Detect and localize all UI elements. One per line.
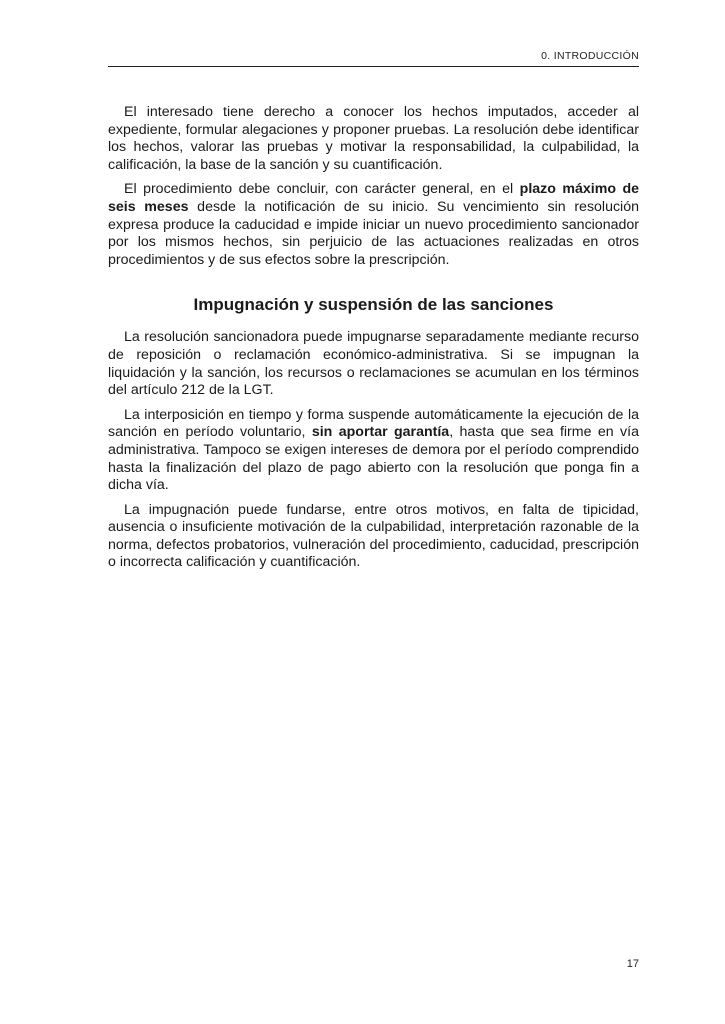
text-run: desde la notificación de su inicio. Su vencimiento sin resolución expresa produce la caducidad e impide iniciar un nuevo procedimiento sancionador por los mismos hechos, sin perjuicio de las actuaciones realizadas en otros procedimientos y de sus efectos sobre la prescripción. [108,198,639,268]
text-run: La interposición en tiempo y forma suspende automáticamente la ejecución de la sanción en período voluntario, [108,406,639,441]
paragraph-rights: El interesado tiene derecho a conocer los hechos imputados, acceder al expediente, formular alegaciones y proponer pruebas. La resolución debe identificar los hechos, valorar las pruebas y motivar la responsabilidad, la culpabilidad, la calificación, la base de la sanción y su cuantificación. [108,104,639,173]
section-heading: Impugnación y suspensión de las sanciones [193,295,554,315]
header-rule [108,66,639,67]
paragraph-impugnacion: La resolución sancionadora puede impugnarse separadamente mediante recurso de reposición o reclamación económico-administrativa. Si se impugnan la liquidación y la sanción, los recursos o reclamaciones se acumulan en los términos del artículo 212 de la LGT. [108,329,639,399]
paragraph-deadline [108,181,639,269]
paragraph-suspension [108,407,639,495]
emphasis-garantia: sin aportar garantía [311,424,450,441]
running-header: 0. INTRODUCCIÓN [541,50,639,62]
page-number: 17 [626,958,639,970]
body-text [108,104,639,572]
text-run: , hasta que sea firme en vía administrativa. Tampoco se exigen intereses de demora por el período comprendido hasta la finalización del plazo de pago abierto con la resolución que ponga fin a dicha vía. [108,424,639,494]
emphasis-plazo: plazo máximo de seis meses [108,181,639,215]
paragraph-motivos: La impugnación puede fundarse, entre otros motivos, en falta de tipicidad, ausencia o insuficiente motivación de la culpabilidad, interpretación razonable de la norma, defectos probatorios, vulneración del procedimiento, caducidad, prescripción o incorrecta calificación y cuantificación. [108,501,639,571]
text-run: El procedimiento debe concluir, con carácter general, en el [124,181,520,198]
